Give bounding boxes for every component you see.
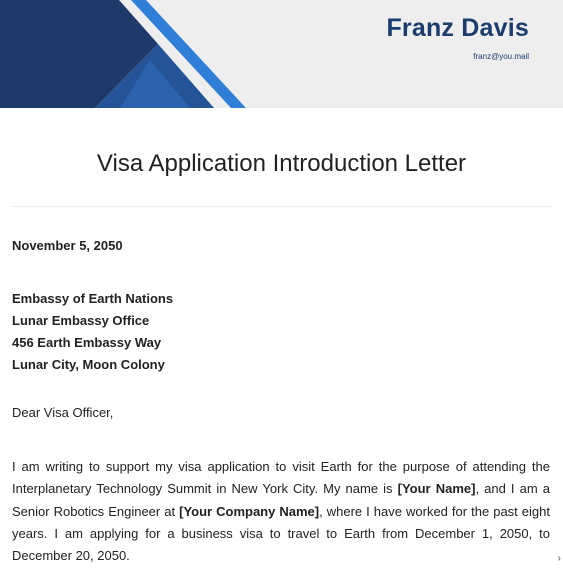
letter-date: November 5, 2050 [12, 238, 123, 253]
name-placeholder: [Your Name] [397, 481, 476, 497]
paragraph-text: I am writing to support my visa application to visit Earth for the purpose of attending the Interplanetary Technology Summit in New York City. My name is [12, 459, 550, 497]
letterhead [0, 0, 563, 108]
paragraph-text: , where I have worked for the past eight years. I am applying for a business visa to travel to Earth from December 1, 2050, to December 20, 2050. [12, 503, 550, 564]
address-line: Lunar City, Moon Colony [12, 357, 165, 372]
paragraph-text: , and I am a Senior Robotics Engineer at [12, 481, 550, 519]
company-placeholder: [Your Company Name] [179, 503, 320, 519]
title-divider [12, 206, 552, 207]
sender-email: franz@you.mail [473, 52, 529, 61]
address-line: 456 Earth Embassy Way [12, 335, 162, 350]
letter-title: Visa Application Introduction Letter [96, 150, 467, 177]
body-paragraph [12, 456, 550, 567]
address-line: Embassy of Earth Nations [12, 291, 174, 306]
letterhead-graphic [0, 0, 260, 108]
salutation: Dear Visa Officer, [12, 405, 114, 420]
address-line: Lunar Embassy Office [12, 313, 150, 328]
sender-name: Franz Davis [386, 14, 529, 42]
scroll-indicator-icon[interactable]: › [557, 553, 561, 564]
recipient-address [12, 288, 173, 376]
